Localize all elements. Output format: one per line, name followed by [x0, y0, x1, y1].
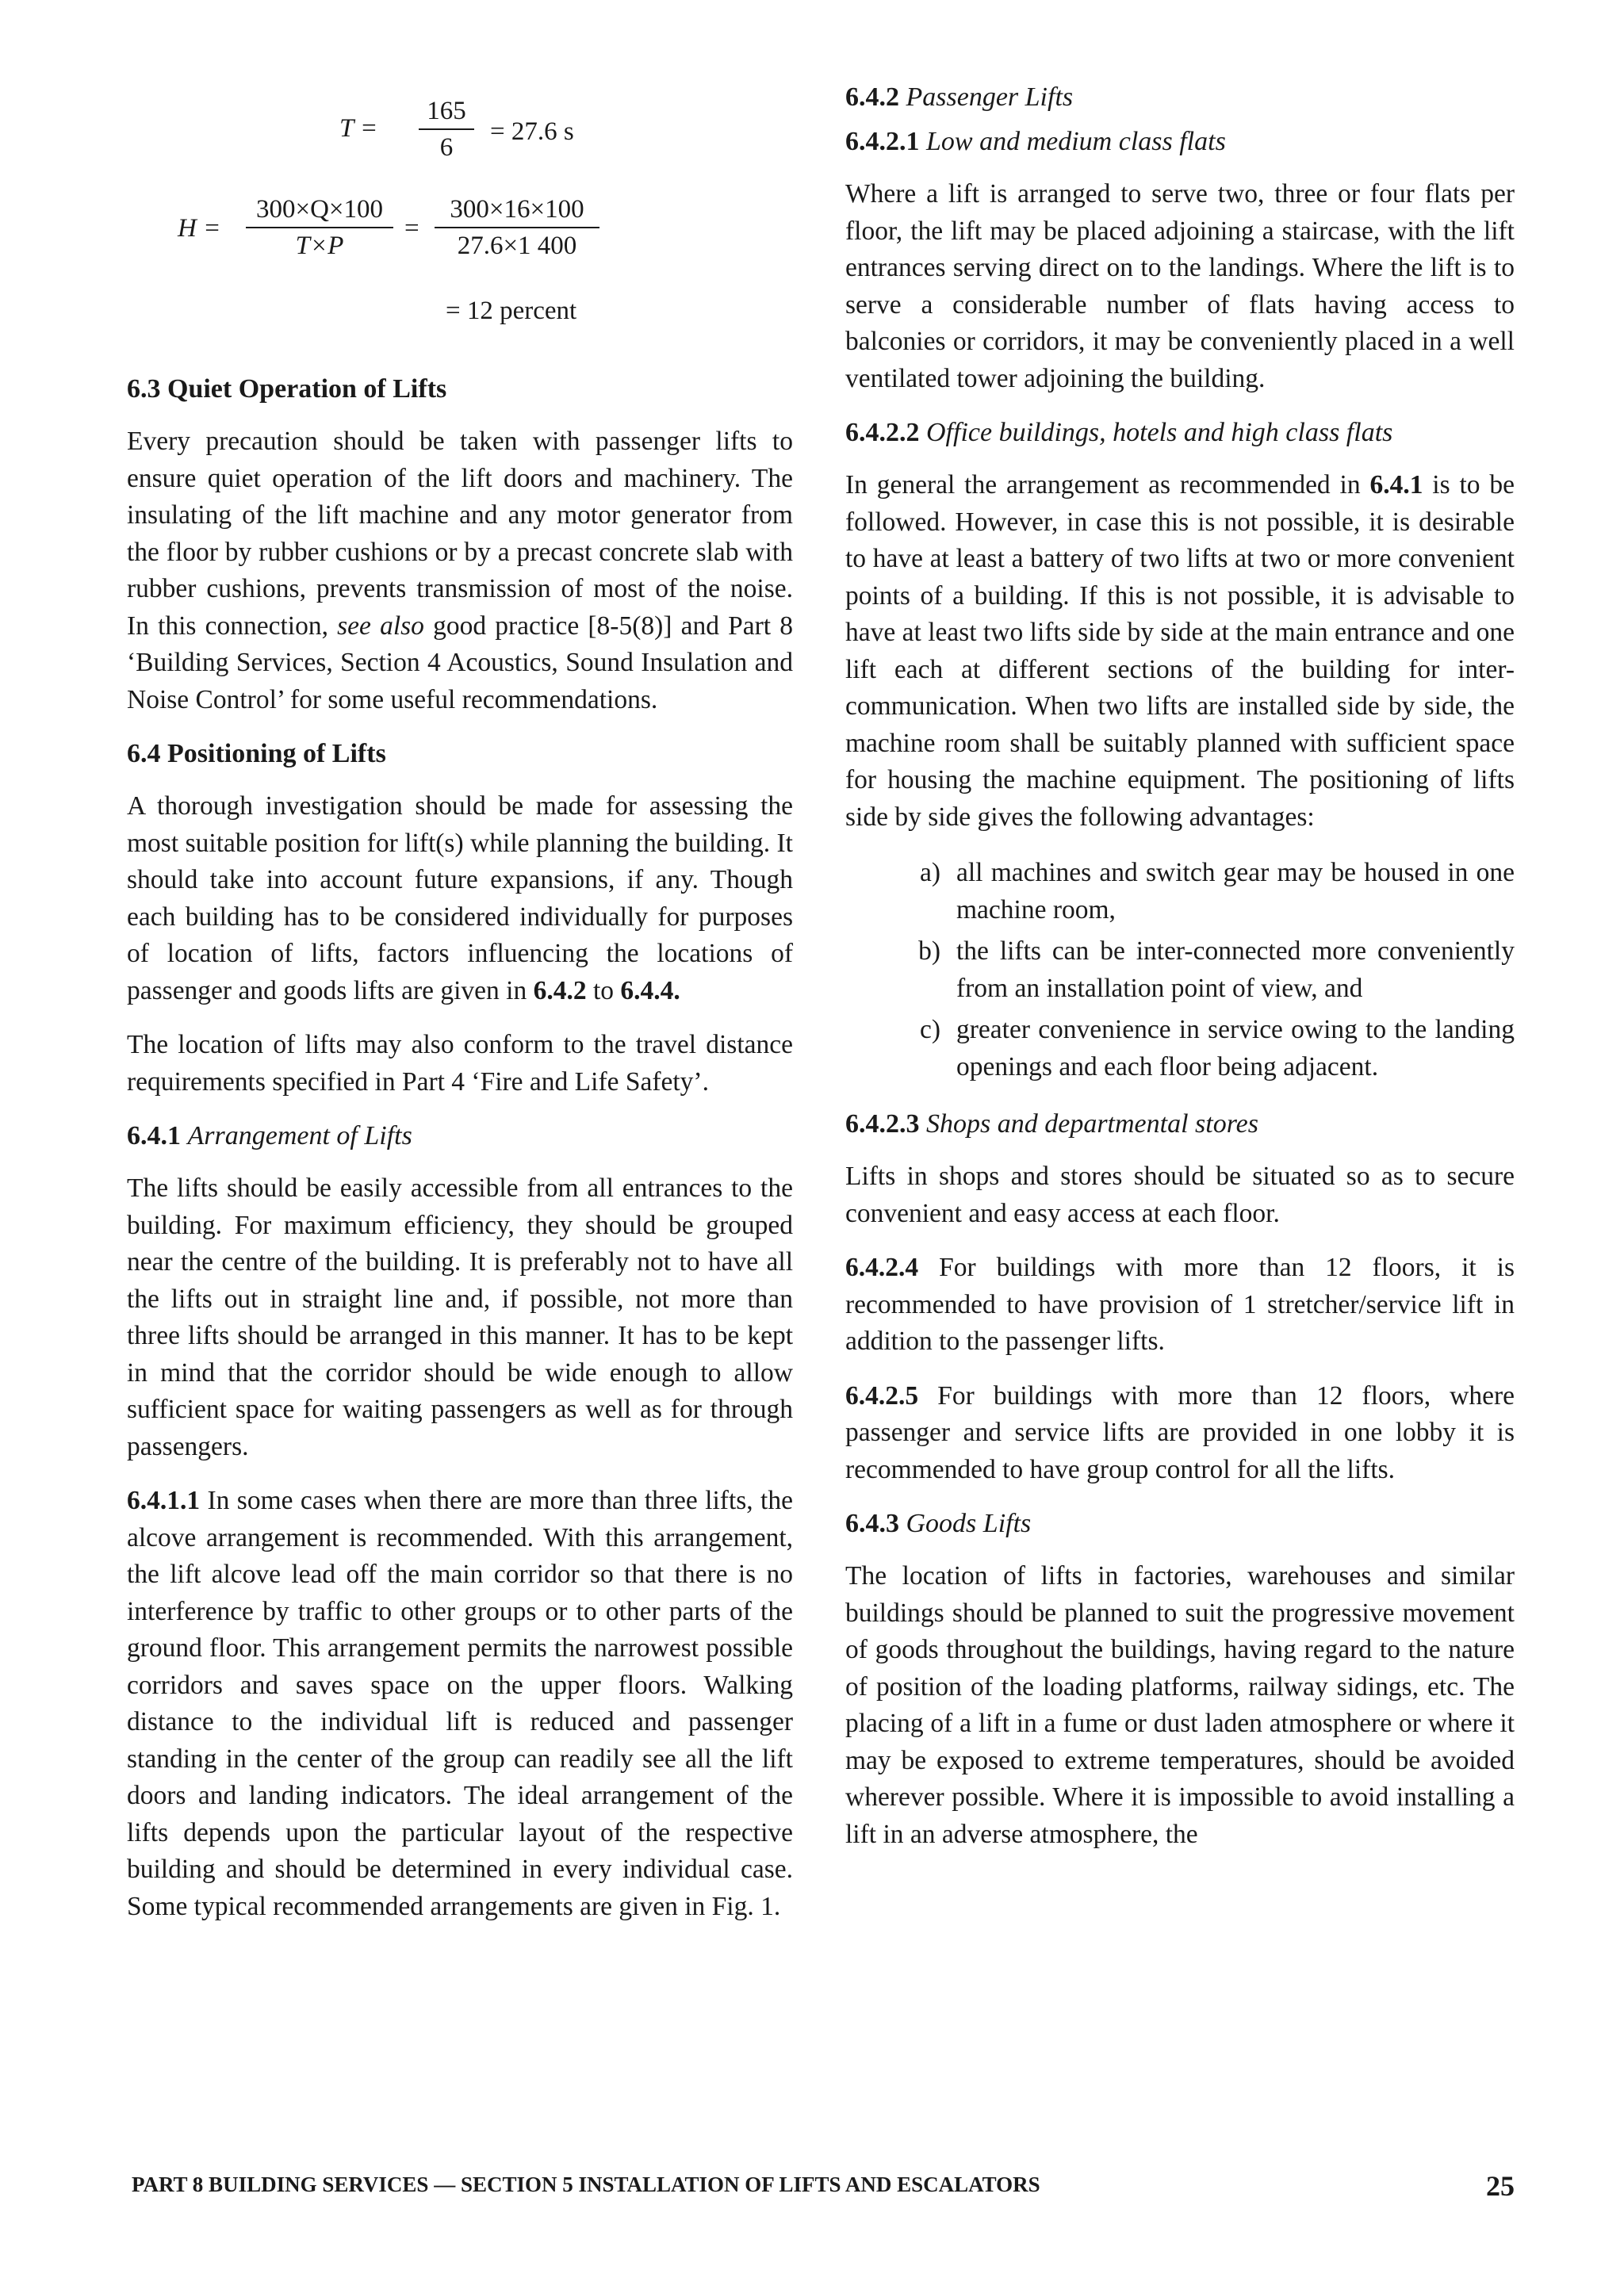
cross-reference: 6.4.1	[1369, 470, 1423, 500]
heading-title: Office buildings, hotels and high class flats	[926, 418, 1393, 447]
list-text: greater convenience in service owing to the landing openings and each floor being adjacent.	[956, 1015, 1515, 1081]
text-run-italic: see also	[337, 611, 424, 641]
formula-h-fraction-1	[246, 193, 393, 262]
page-footer	[132, 2170, 1515, 2202]
heading-title: Low and medium class flats	[926, 127, 1226, 156]
formula-t-denominator: 6	[439, 133, 454, 162]
heading-number: 6.4.3	[845, 1509, 899, 1538]
heading-number: 6.4.1	[127, 1121, 181, 1150]
formula-h-equals: =	[404, 214, 419, 243]
heading-number: 6.4.2.3	[845, 1109, 920, 1139]
subsection-heading-6-4-2-2	[845, 415, 1515, 451]
text-run: For buildings with more than 12 floors, where passenger and service lifts are provided in one lobby it is recommended to have group control for all the lifts.	[845, 1380, 1515, 1484]
paragraph-quiet-operation	[127, 423, 793, 718]
text-run: to	[586, 975, 621, 1005]
fraction-bar	[419, 128, 474, 130]
formula-h-lhs: H =	[178, 214, 221, 243]
text-run: For buildings with more than 12 floors, it is recommended to have provision of 1 stretcher/service lift in addition to the passenger lifts.	[845, 1253, 1515, 1356]
list-marker: b)	[918, 936, 940, 966]
paragraph-6-4-2-5	[845, 1378, 1515, 1489]
list-marker: c)	[919, 1015, 940, 1044]
heading-title: Passenger Lifts	[906, 82, 1074, 112]
paragraph-positioning-1	[127, 788, 793, 1009]
left-column	[127, 79, 793, 1925]
heading-title: Goods Lifts	[906, 1509, 1032, 1538]
subsection-heading-6-4-2-3	[845, 1106, 1515, 1143]
cross-reference: 6.4.2	[533, 975, 587, 1005]
formula-h-denominator-1: T×P	[295, 232, 344, 260]
subsection-heading-6-4-2	[845, 79, 1515, 116]
paragraph-goods-lifts: The location of lifts in factories, warehouses and similar buildings should be planned to suit the progressive movement of goods throughout the buildings, having regard to the nature of position of the loading platforms, railway sidings, etc. The placing of a lift in a fume or dust laden atmosphere or where it may be exposed to extreme temperatures, should be avoided wherever possible. Where it is impossible to avoid installing a lift in an adverse atmosphere, the	[845, 1561, 1515, 1849]
footer-title: PART 8 BUILDING SERVICES — SECTION 5 INSTALLATION OF LIFTS AND ESCALATORS	[132, 2173, 1040, 2196]
heading-title: Arrangement of Lifts	[187, 1121, 412, 1150]
text-run: In general the arrangement as recommended in	[845, 470, 1370, 500]
list-item	[845, 933, 1515, 1007]
formula-t-fraction	[419, 95, 474, 163]
cross-reference: 6.4.4.	[620, 975, 680, 1005]
section-heading-6-4: 6.4 Positioning of Lifts	[127, 739, 386, 768]
list-item	[845, 1012, 1515, 1085]
formula-h-numerator-2: 300×16×100	[450, 195, 584, 224]
paragraph-positioning-2: The location of lifts may also conform to the travel distance requirements specified in Part 4 ‘Fire and Life Safety’.	[127, 1030, 793, 1097]
formula-h-numerator-1: 300×Q×100	[255, 195, 384, 224]
heading-number: 6.4.2.2	[845, 418, 920, 447]
paragraph-shops: Lifts in shops and stores should be situated so as to secure convenient and easy access at each floor.	[845, 1162, 1515, 1228]
formula-h-result: = 12 percent	[446, 297, 577, 325]
heading-number: 6.4.2.1	[845, 127, 920, 156]
formula-block	[127, 79, 793, 365]
text-run: In some cases when there are more than three lifts, the alcove arrangement is recommended. With this arrangement, the lift alcove lead off the main corridor so that there is no interference by traffic to other groups or to other parts of the ground floor. This arrangement permits the narrowest possible corridors and saves space on the upper floors. Walking distance to the individual lift is reduced and passenger standing in the center of the group can readily see all the lift doors and landing indicators. The ideal arrangement of the lifts depends upon the particular layout of the respective building and should be determined in every individual case. Some typical recommended arrangements are given in Fig. 1.	[127, 1486, 793, 1921]
right-column	[845, 79, 1515, 1853]
paragraph-6-4-1-1	[127, 1483, 793, 1925]
paragraph-office-buildings	[845, 467, 1515, 836]
page-number: 25	[1486, 2170, 1515, 2202]
formula-t-result: = 27.6 s	[490, 117, 574, 146]
subsection-heading-6-4-1	[127, 1118, 793, 1154]
paragraph-arrangement: The lifts should be easily accessible from all entrances to the building. For maximum efficiency, they should be grouped near the centre of the building. It is preferably not to have all the lifts out in straight line and, if possible, not more than three lifts should be arranged in this manner. It has to be kept in mind that the corridor should be wide enough to allow sufficient space for waiting passengers as well as for through passengers.	[127, 1173, 793, 1461]
section-heading-6-3: 6.3 Quiet Operation of Lifts	[127, 374, 447, 404]
list-marker: a)	[919, 858, 940, 887]
text-run: A thorough investigation should be made for assessing the most suitable position for lift(s) while planning the building. It should take into account future expansions, if any. Though each building has to be considered individually for purposes of location of lifts, factors influencing the locations of passenger and goods lifts are given in	[127, 791, 793, 1005]
paragraph-6-4-2-4	[845, 1250, 1515, 1361]
list-item	[845, 855, 1515, 928]
list-text: all machines and switch gear may be housed in one machine room,	[956, 858, 1515, 925]
advantages-list	[845, 855, 1515, 1085]
clause-number: 6.4.2.5	[845, 1380, 919, 1411]
subsection-heading-6-4-2-1	[845, 124, 1515, 160]
formula-h-denominator-2: 27.6×1 400	[457, 232, 577, 260]
formula-h-fraction-2	[435, 193, 599, 262]
paragraph-low-medium-flats: Where a lift is arranged to serve two, three or four flats per floor, the lift may be placed adjoining a staircase, with the lift entrances serving direct on to the landings. Where the lift is to serve a considerable number of flats having access to balconies or corridors, it may be conveniently placed in a well ventilated tower adjoining the building.	[845, 179, 1515, 393]
heading-number: 6.4.2	[845, 82, 899, 112]
fraction-bar	[246, 227, 393, 228]
clause-number: 6.4.2.4	[845, 1253, 919, 1282]
text-run: Every precaution should be taken with passenger lifts to ensure quiet operation of the lift doors and machinery. The insulating of the lift machine and any motor generator from the floor by rubber cushions or by a precast concrete slab with rubber cushions, prevents transmission of most of the noise. In this connection,	[127, 427, 793, 641]
text-run: good practice [8-5(8)] and Part 8 ‘Building Services, Section 4 Acoustics, Sound Insulation and Noise Control’ for some useful recommendations.	[127, 611, 793, 714]
heading-title: Shops and departmental stores	[926, 1109, 1259, 1139]
clause-number: 6.4.1.1	[127, 1486, 201, 1515]
subsection-heading-6-4-3	[845, 1506, 1515, 1542]
formula-t-lhs: T =	[339, 114, 378, 143]
formula-t-numerator: 165	[427, 97, 466, 125]
text-run: is to be followed. However, in case this is not possible, it is desirable to have at least a battery of two lifts at two or more convenient points of a building. If this is not possible, it is advisable to have at least two lifts side by side at the main entrance and one lift each at different sections of the building for inter-communication. When two lifts are installed side by side, the machine room shall be suitably planned with sufficient space for housing the machine equipment. The positioning of lifts side by side gives the following advantages:	[845, 470, 1515, 832]
list-text: the lifts can be inter-connected more conveniently from an installation point of view, and	[956, 936, 1515, 1003]
fraction-bar	[435, 227, 599, 228]
